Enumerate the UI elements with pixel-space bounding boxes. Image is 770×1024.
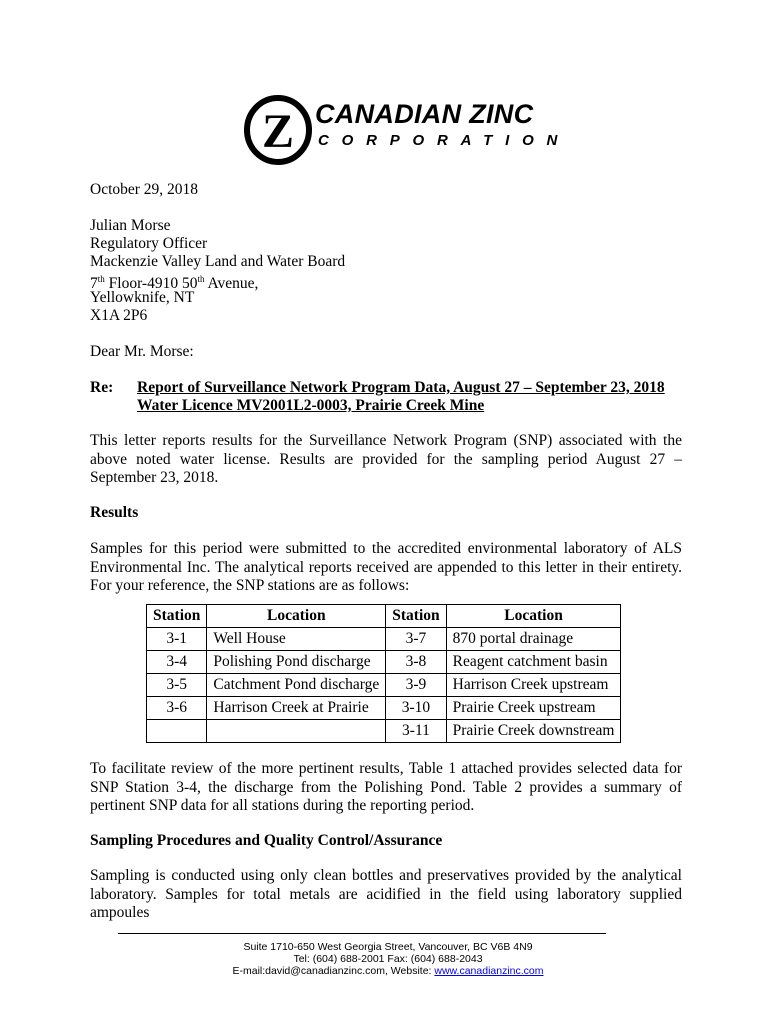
station-cell: 3-1 — [147, 628, 207, 651]
footer-contact — [118, 965, 658, 977]
table-row — [147, 697, 621, 720]
recipient-title: Regulatory Officer — [90, 235, 208, 252]
location-cell: Prairie Creek downstream — [446, 720, 621, 743]
re-subject-line1: Report of Surveillance Network Program Data, August 27 – September 23, 2018 — [137, 379, 665, 396]
letter-date: October 29, 2018 — [90, 181, 199, 198]
location-cell: Well House — [207, 628, 386, 651]
location-cell — [207, 720, 386, 743]
re-subject-line2: Water Licence MV2001L2-0003, Prairie Creek Mine — [137, 397, 485, 414]
recipient-name: Julian Morse — [90, 217, 171, 234]
station-cell — [147, 720, 207, 743]
re-label: Re: — [90, 379, 114, 396]
sampling-heading: Sampling Procedures and Quality Control/Assurance — [90, 832, 443, 849]
footer-phone: Tel: (604) 688-2001 Fax: (604) 688-2043 — [293, 953, 483, 965]
results-heading: Results — [90, 504, 139, 521]
logo-company-sub: CORPORATION — [318, 132, 571, 149]
footer-email: E-mail:david@canadianzinc.com, Website: — [232, 965, 435, 977]
table-row — [147, 651, 621, 674]
station-cell: 3-6 — [147, 697, 207, 720]
location-cell: Harrison Creek at Prairie — [207, 697, 386, 720]
table-row — [147, 628, 621, 651]
recipient-street: 7th Floor-4910 50th Avenue, — [90, 274, 259, 293]
table-row — [147, 720, 621, 743]
station-cell: 3-9 — [386, 674, 446, 697]
station-cell: 3-5 — [147, 674, 207, 697]
table-row — [147, 674, 621, 697]
location-cell: Prairie Creek upstream — [446, 697, 621, 720]
location-cell: Harrison Creek upstream — [446, 674, 621, 697]
recipient-city: Yellowknife, NT — [90, 289, 195, 306]
recipient-postal: X1A 2P6 — [90, 307, 148, 324]
station-cell: 3-10 — [386, 697, 446, 720]
station-cell: 3-11 — [386, 720, 446, 743]
location-cell: Polishing Pond discharge — [207, 651, 386, 674]
review-paragraph: To facilitate review of the more pertinent results, Table 1 attached provides selected data for SNP Station 3-4, the discharge from the Polishing Pond. Table 2 provides a summary of pertinent SNP data for all stations during the reporting period. — [90, 760, 682, 814]
sampling-paragraph: Sampling is conducted using only clean bottles and preservatives provided by the analytical laboratory. Samples for total metals are acidified in the field using laboratory supplied ampoules — [90, 867, 682, 921]
station-cell: 3-7 — [386, 628, 446, 651]
website-link[interactable]: www.canadianzinc.com — [434, 965, 544, 977]
company-logo — [244, 95, 571, 165]
logo-company-name: CANADIAN ZINC — [315, 99, 534, 129]
station-cell: 3-4 — [147, 651, 207, 674]
header-station-2: Station — [386, 605, 446, 628]
location-cell: 870 portal drainage — [446, 628, 621, 651]
location-cell: Catchment Pond discharge — [207, 674, 386, 697]
header-location-2: Location — [446, 605, 621, 628]
footer-address: Suite 1710-650 West Georgia Street, Vancouver, BC V6B 4N9 — [243, 941, 533, 953]
station-cell: 3-8 — [386, 651, 446, 674]
header-location-1: Location — [207, 605, 386, 628]
footer-divider — [118, 933, 606, 934]
table-header-row — [147, 605, 621, 628]
intro-paragraph: This letter reports results for the Surveillance Network Program (SNP) associated with the above noted water license. Results are provided for the sampling period August 27 – September 23, 2018. — [90, 432, 682, 486]
header-station-1: Station — [147, 605, 207, 628]
location-cell: Reagent catchment basin — [446, 651, 621, 674]
recipient-organization: Mackenzie Valley Land and Water Board — [90, 253, 346, 270]
salutation: Dear Mr. Morse: — [90, 343, 194, 360]
snp-station-table — [146, 604, 621, 743]
zinc-logo-mark — [244, 95, 314, 165]
logo-mark-letter: Z — [261, 105, 295, 158]
results-paragraph: Samples for this period were submitted to the accredited environmental laboratory of ALS Environmental Inc. The analytical reports received are appended to this letter in their entirety. For your reference, the SNP stations are as follows: — [90, 540, 682, 594]
